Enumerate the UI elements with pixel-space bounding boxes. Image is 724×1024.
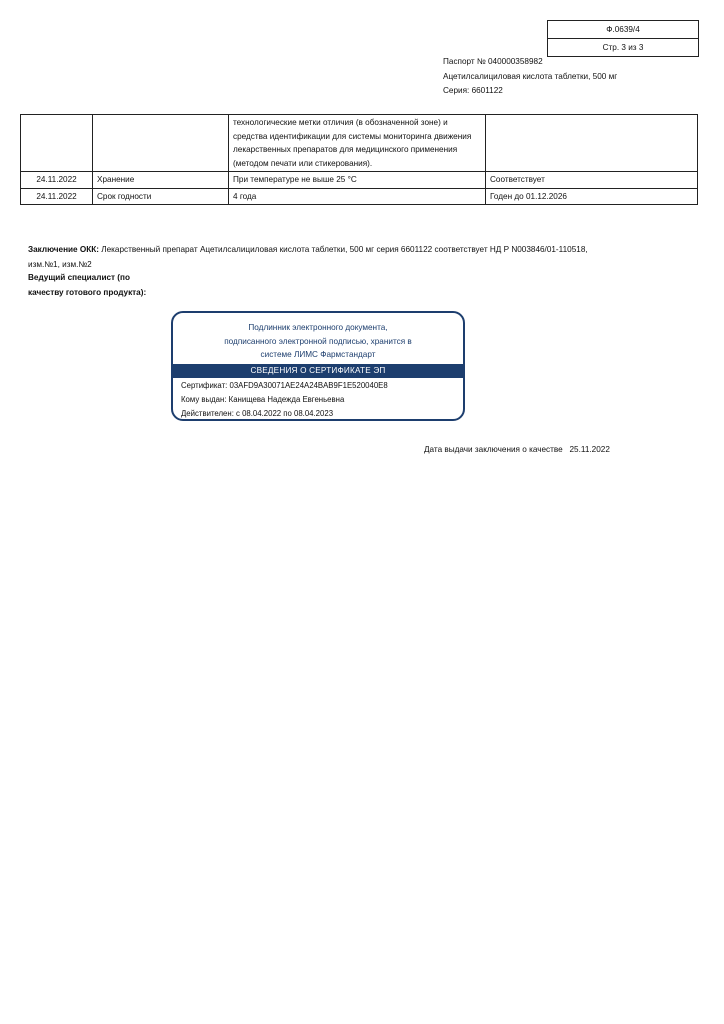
certificate-number: Сертификат: 03AFD9A30071AE24A24BAB9F1E520040E8 (181, 380, 388, 390)
cell-test: Срок годности (93, 188, 229, 205)
certificate-details (173, 378, 463, 421)
certificate-owner: Кому выдан: Канищева Надежда Евгеньевна (181, 394, 345, 404)
stamp-line: подписанного электронной подписью, хранится в (224, 336, 412, 346)
results-table (20, 114, 698, 205)
page-counter: Стр. 3 из 3 (602, 43, 644, 52)
cell-requirement: технологические метки отличия (в обозначенной зоне) и средства идентификации для системы мониторинга движения лекарственных препаратов для медицинского применения (методом печати или стикерования). (229, 115, 486, 172)
cell-date: 24.11.2022 (21, 188, 93, 205)
table-row (21, 115, 698, 172)
cell-result: Соответствует (486, 172, 698, 189)
cell-test: Хранение (93, 172, 229, 189)
conclusion-label: Заключение ОКК: (28, 245, 99, 254)
passport-header (443, 55, 617, 99)
stamp-line: системе ЛИМС Фармстандарт (260, 350, 376, 359)
cell-result (486, 115, 698, 172)
e-signature-stamp (171, 311, 465, 421)
stamp-title-bar: СВЕДЕНИЯ О СЕРТИФИКАТЕ ЭП (173, 364, 463, 378)
cell-result: Годен до 01.12.2026 (486, 188, 698, 205)
form-code: Ф.0639/4 (548, 21, 698, 39)
form-number-box (547, 20, 699, 57)
cell-requirement: При температуре не выше 25 °С (229, 172, 486, 189)
specialist-label: Ведущий специалист (по качеству готового продукта): (28, 273, 147, 297)
product-name: Ацетилсалициловая кислота таблетки, 500 мг (443, 71, 618, 81)
stamp-line: Подлинник электронного документа, (248, 323, 388, 332)
table-row (21, 172, 698, 189)
qc-conclusion (28, 243, 588, 272)
stamp-header (173, 313, 463, 362)
series-number: Серия: 6601122 (443, 86, 503, 95)
conclusion-text: Лекарственный препарат Ацетилсалициловая кислота таблетки, 500 мг серия 6601122 соответствует НД Р N003846/01-110518, изм.№1, изм.№2 (28, 245, 588, 269)
certificate-validity: Действителен: с 08.04.2022 по 08.04.2023 (181, 408, 334, 418)
table-row (21, 188, 698, 205)
cell-date: 24.11.2022 (21, 172, 93, 189)
issue-date: Дата выдачи заключения о качестве 25.11.2022 (424, 445, 610, 454)
cell-test (93, 115, 229, 172)
cell-date (21, 115, 93, 172)
passport-number: Паспорт № 040000358982 (443, 57, 543, 66)
cell-requirement: 4 года (229, 188, 486, 205)
